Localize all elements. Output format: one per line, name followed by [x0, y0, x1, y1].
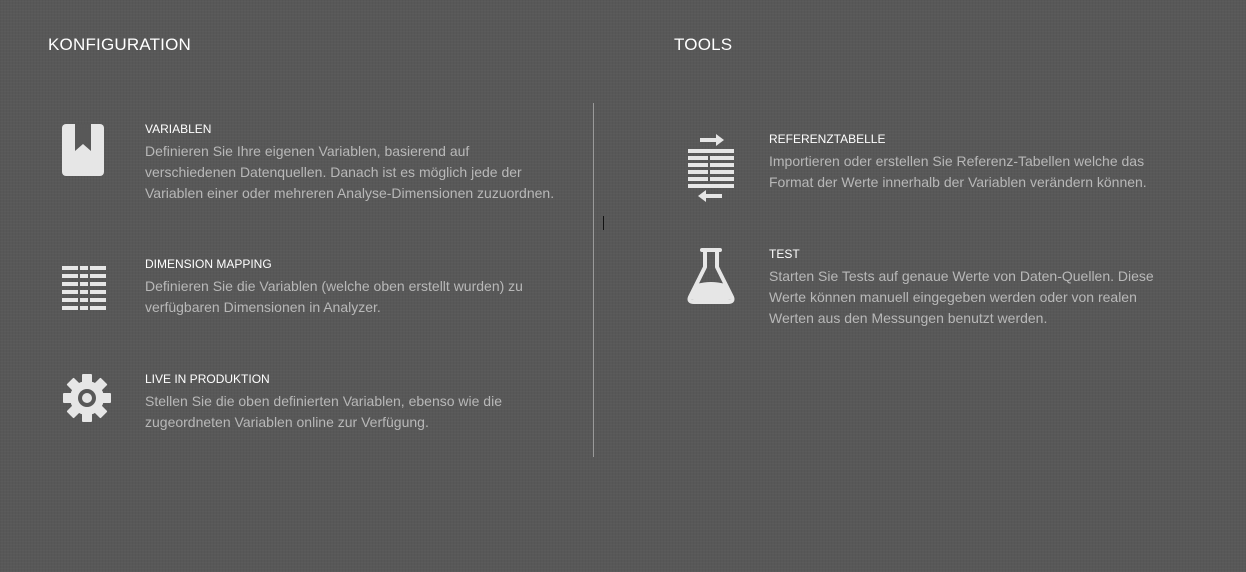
- feature-heading-variablen: VARIABLEN: [145, 122, 212, 136]
- description-line: Starten Sie Tests auf genaue Werte von Daten-Quellen. Diese: [769, 268, 1154, 284]
- feature-description-test: [769, 266, 1154, 329]
- description-line: Variablen einer oder mehreren Analyse-Dimensionen zuzuordnen.: [145, 185, 555, 201]
- feature-item-test[interactable]: [686, 247, 1206, 337]
- description-line: Stellen Sie die oben definierten Variablen, ebenso wie die: [145, 393, 502, 409]
- flask-icon: [686, 247, 736, 305]
- feature-description-live-in-produktion: [145, 391, 502, 433]
- reference-table-icon: [686, 132, 736, 204]
- text-cursor: [603, 216, 604, 230]
- feature-heading-referenztabelle: REFERENZTABELLE: [769, 132, 886, 146]
- section-title-konfiguration: KONFIGURATION: [48, 35, 192, 54]
- feature-item-live-in-produktion[interactable]: [60, 372, 580, 442]
- feature-item-variablen[interactable]: [60, 122, 580, 212]
- feature-description-referenztabelle: [769, 151, 1147, 193]
- description-line: Format der Werte innerhalb der Variablen verändern können.: [769, 174, 1147, 190]
- description-line: Importieren oder erstellen Sie Referenz-Tabellen welche das: [769, 153, 1145, 169]
- feature-item-dimension-mapping[interactable]: [60, 257, 580, 327]
- description-line: verschiedenen Datenquellen. Danach ist es möglich jede der: [145, 164, 522, 180]
- description-line: verfügbaren Dimensionen in Analyzer.: [145, 299, 381, 315]
- column-divider: [593, 103, 594, 457]
- bookmark-icon: [60, 122, 106, 178]
- description-line: Definieren Sie Ihre eigenen Variablen, basierend auf: [145, 143, 470, 159]
- feature-description-dimension-mapping: [145, 276, 523, 318]
- gear-icon: [62, 373, 112, 423]
- description-line: zugeordneten Variablen online zur Verfügung.: [145, 414, 429, 430]
- description-line: Werten aus den Messungen benutzt werden.: [769, 310, 1048, 326]
- grid-mapping-icon: [60, 265, 108, 311]
- description-line: Definieren Sie die Variablen (welche oben erstellt wurden) zu: [145, 278, 523, 294]
- feature-heading-test: TEST: [769, 247, 800, 261]
- feature-heading-live-in-produktion: LIVE IN PRODUKTION: [145, 372, 270, 386]
- description-line: Werte können manuell eingegeben werden oder von realen: [769, 289, 1137, 305]
- feature-item-referenztabelle[interactable]: [686, 132, 1206, 207]
- feature-heading-dimension-mapping: DIMENSION MAPPING: [145, 257, 272, 271]
- section-title-tools: TOOLS: [674, 35, 733, 54]
- feature-description-variablen: [145, 141, 554, 204]
